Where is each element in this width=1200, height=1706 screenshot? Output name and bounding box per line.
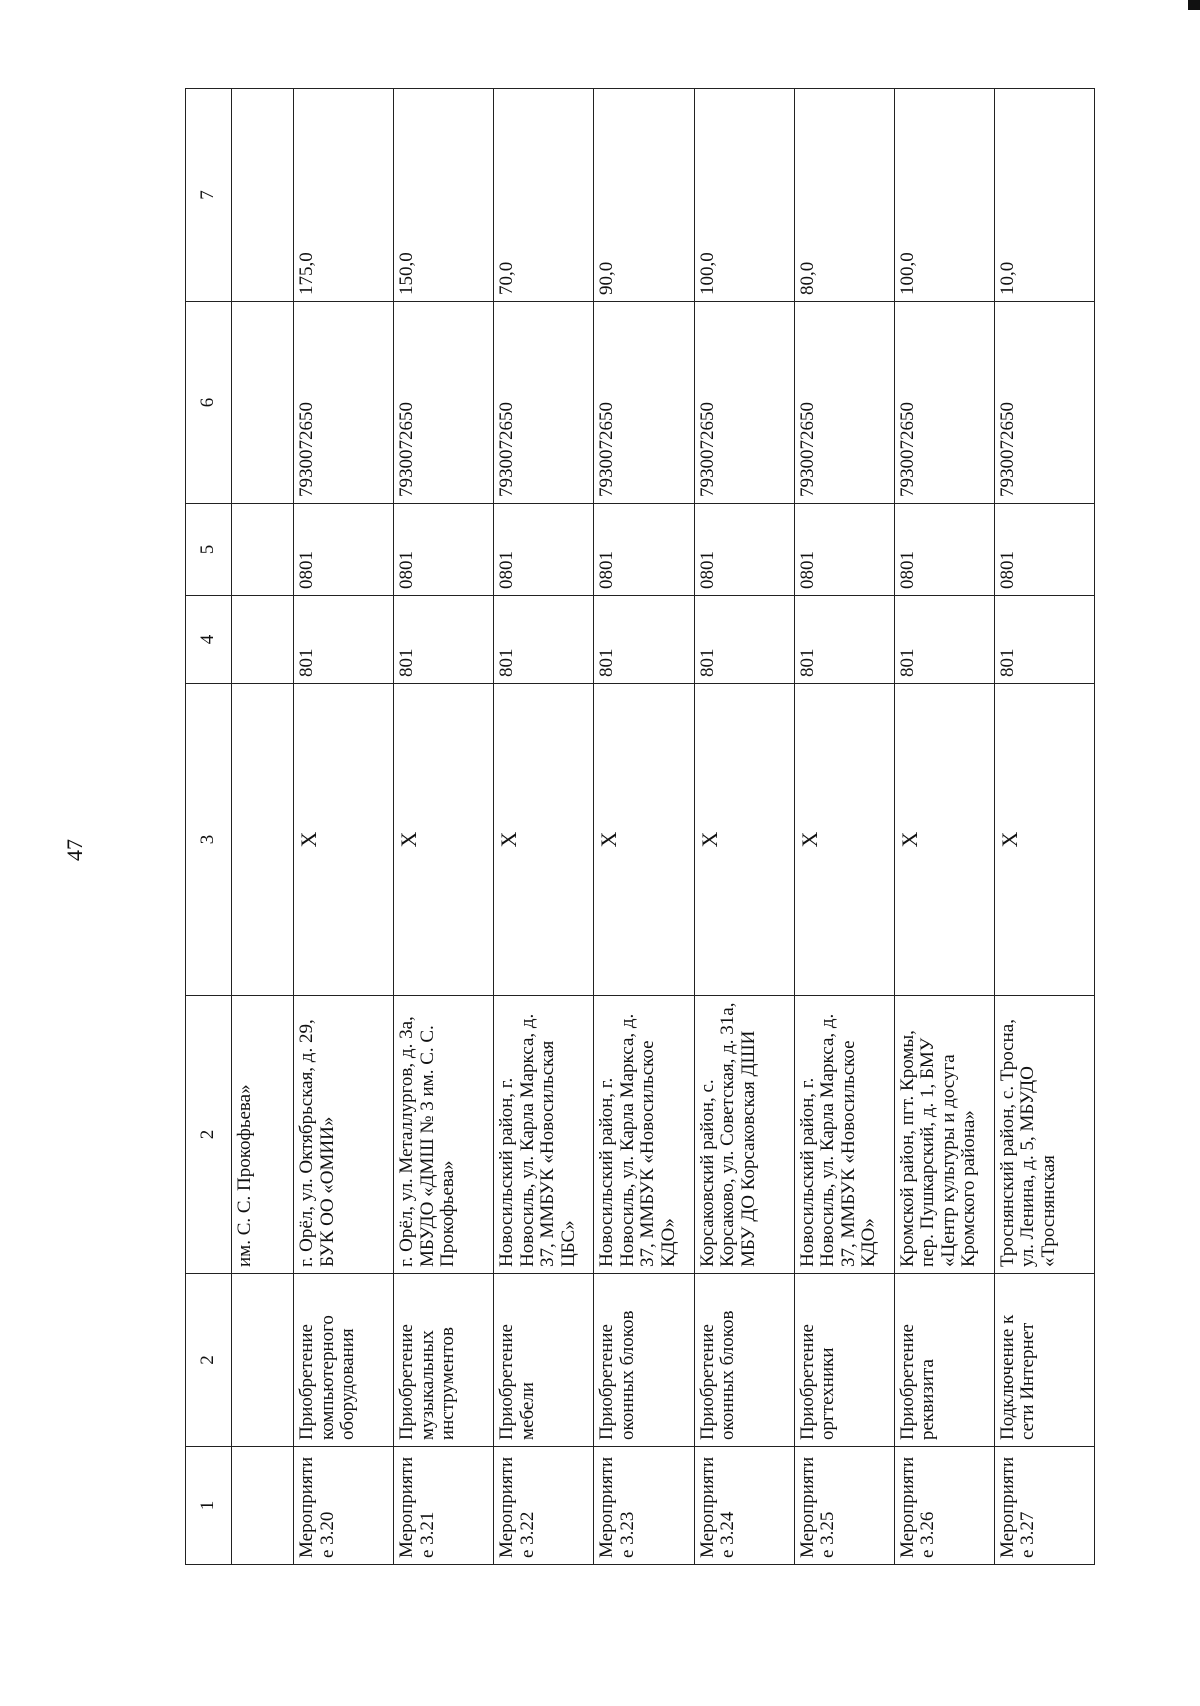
col6-cell: 7930072650 (594, 302, 694, 504)
table-row (594, 89, 694, 1565)
event-name-cell: Приобретение оконных блоков (694, 1274, 794, 1447)
col4-cell: 801 (794, 596, 894, 684)
table-row (694, 89, 794, 1565)
amount-cell: 175,0 (294, 89, 394, 302)
amount-cell: 90,0 (594, 89, 694, 302)
continuation-row (232, 89, 294, 1565)
table-row (894, 89, 994, 1565)
amount-cell: 100,0 (694, 89, 794, 302)
table-row (494, 89, 594, 1565)
event-id-cell: Мероприятие 3.23 (594, 1447, 694, 1565)
col4-cell: 801 (694, 596, 794, 684)
col5-cell: 0801 (994, 504, 1094, 596)
header-cell: 2 (186, 1274, 232, 1447)
col5-cell: 0801 (294, 504, 394, 596)
event-id-cell: Мероприятие 3.27 (994, 1447, 1094, 1565)
event-name-cell: Приобретение реквизита (894, 1274, 994, 1447)
col3-cell: X (694, 684, 794, 996)
event-id-cell: Мероприятие 3.24 (694, 1447, 794, 1565)
col5-cell: 0801 (494, 504, 594, 596)
col6-cell: 7930072650 (994, 302, 1094, 504)
col5-cell: 0801 (394, 504, 494, 596)
table-body (186, 89, 1095, 1565)
col4-cell: 801 (294, 596, 394, 684)
empty-cell (232, 302, 294, 504)
table-row (794, 89, 894, 1565)
header-cell: 2 (186, 996, 232, 1274)
amount-cell: 70,0 (494, 89, 594, 302)
col3-cell: X (894, 684, 994, 996)
col4-cell: 801 (594, 596, 694, 684)
col6-cell: 7930072650 (794, 302, 894, 504)
col4-cell: 801 (494, 596, 594, 684)
address-cell: Новосильский район, г. Новосиль, ул. Карла Маркса, д. 37, ММБУК «Новосильское КДО» (794, 996, 894, 1274)
col4-cell: 801 (894, 596, 994, 684)
col4-cell: 801 (394, 596, 494, 684)
header-cell: 3 (186, 684, 232, 996)
event-name-cell: Приобретение компьютерного оборудования (294, 1274, 394, 1447)
rotated-table-frame (185, 89, 1095, 1565)
col5-cell: 0801 (794, 504, 894, 596)
col3-cell: X (794, 684, 894, 996)
col3-cell: X (494, 684, 594, 996)
event-name-cell: Приобретение оргтехники (794, 1274, 894, 1447)
header-row (186, 89, 232, 1565)
col6-cell: 7930072650 (494, 302, 594, 504)
empty-cell (232, 89, 294, 302)
event-id-cell: Мероприятие 3.22 (494, 1447, 594, 1565)
amount-cell: 10,0 (994, 89, 1094, 302)
header-cell: 5 (186, 504, 232, 596)
table-row (994, 89, 1094, 1565)
address-cell: Новосильский район, г. Новосиль, ул. Карла Маркса, д. 37, ММБУК «Новосильское КДО» (594, 996, 694, 1274)
empty-cell (232, 504, 294, 596)
address-cell: г. Орёл, ул. Металлургов, д. 3а, МБУДО «ДМШ № 3 им. С. С. Прокофьева» (394, 996, 494, 1274)
event-id-cell: Мероприятие 3.20 (294, 1447, 394, 1565)
col6-cell: 7930072650 (294, 302, 394, 504)
address-cell: г. Орёл, ул. Октябрьская, д. 29, БУК ОО «ОМИИ» (294, 996, 394, 1274)
event-id-cell: Мероприятие 3.25 (794, 1447, 894, 1565)
amount-cell: 100,0 (894, 89, 994, 302)
event-id-cell: Мероприятие 3.21 (394, 1447, 494, 1565)
table-row (394, 89, 494, 1565)
col5-cell: 0801 (894, 504, 994, 596)
event-name-cell: Подключение к сети Интернет (994, 1274, 1094, 1447)
col6-cell: 7930072650 (894, 302, 994, 504)
empty-cell (232, 684, 294, 996)
col3-cell: X (294, 684, 394, 996)
col3-cell: X (994, 684, 1094, 996)
col5-cell: 0801 (694, 504, 794, 596)
col6-cell: 7930072650 (394, 302, 494, 504)
col3-cell: X (394, 684, 494, 996)
empty-cell (232, 1274, 294, 1447)
col4-cell: 801 (994, 596, 1094, 684)
col5-cell: 0801 (594, 504, 694, 596)
scan-edge-mark (1188, 0, 1200, 10)
empty-cell (232, 1447, 294, 1565)
event-name-cell: Приобретение мебели (494, 1274, 594, 1447)
address-cell: Троснянский район, с. Тросна, ул. Ленина, д. 5, МБУДО «Троснянская (994, 996, 1094, 1274)
header-cell: 4 (186, 596, 232, 684)
col3-cell: X (594, 684, 694, 996)
event-name-cell: Приобретение оконных блоков (594, 1274, 694, 1447)
address-cell: Новосильский район, г. Новосиль, ул. Карла Маркса, д. 37, ММБУК «Новосильская ЦБС» (494, 996, 594, 1274)
address-cell: Кромской район, пгт. Кромы, пер. Пушкарский, д. 1, БМУ «Центр культуры и досуга Кромского района» (894, 996, 994, 1274)
page-number: 47 (62, 839, 87, 861)
event-name-cell: Приобретение музыкальных инструментов (394, 1274, 494, 1447)
table-row (294, 89, 394, 1565)
amount-cell: 80,0 (794, 89, 894, 302)
header-cell: 7 (186, 89, 232, 302)
header-cell: 6 (186, 302, 232, 504)
address-cell: Корсаковский район, с. Корсаково, ул. Советская, д. 31а, МБУ ДО Корсаковская ДШИ (694, 996, 794, 1274)
appendix-table (185, 88, 1095, 1565)
amount-cell: 150,0 (394, 89, 494, 302)
header-cell: 1 (186, 1447, 232, 1565)
empty-cell (232, 596, 294, 684)
col6-cell: 7930072650 (694, 302, 794, 504)
event-id-cell: Мероприятие 3.26 (894, 1447, 994, 1565)
address-cell: им. С. С. Прокофьева» (232, 996, 294, 1274)
